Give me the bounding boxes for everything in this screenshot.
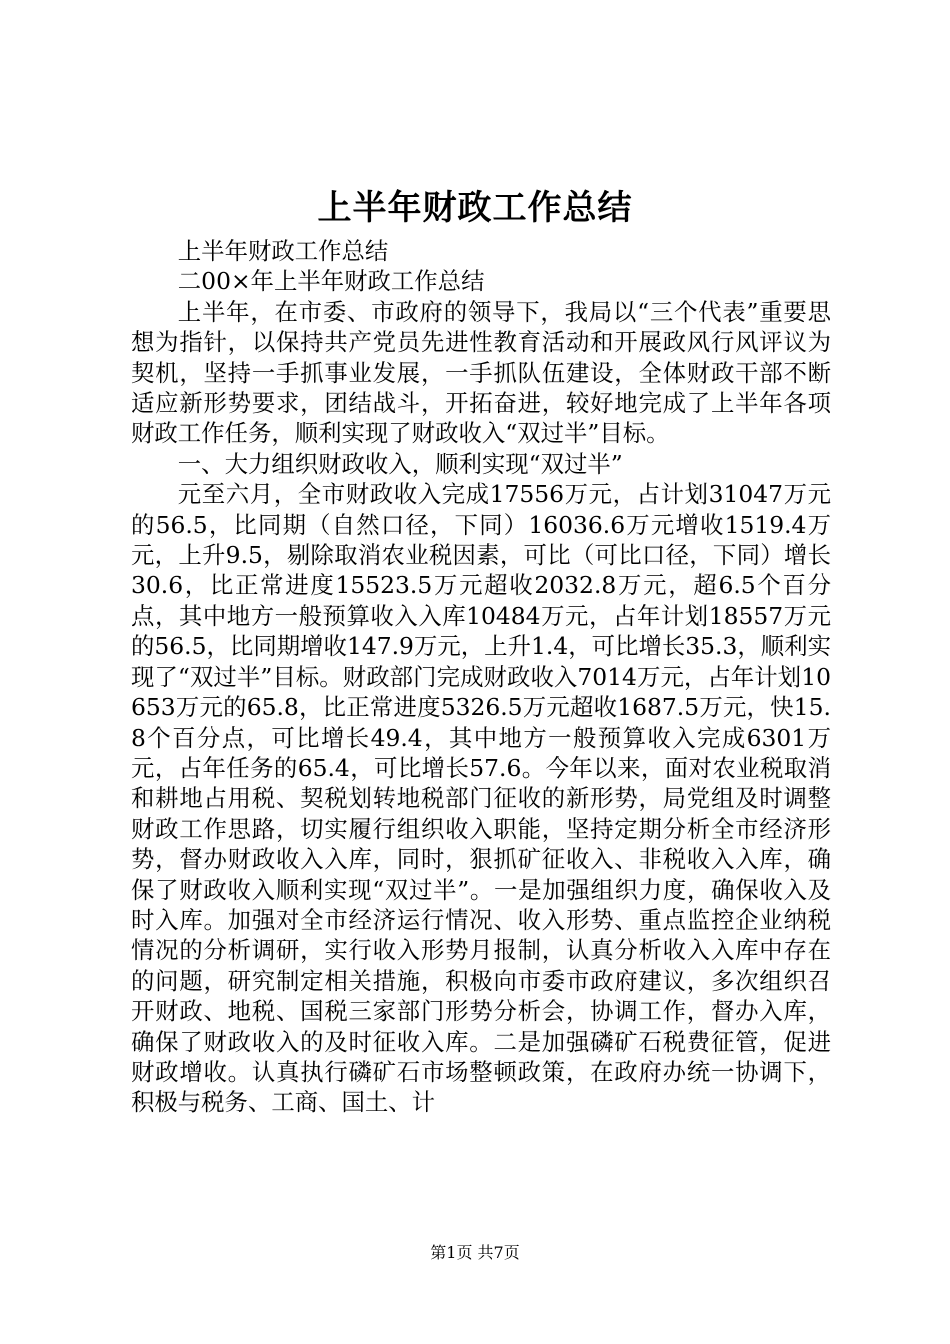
paragraph-heading-repeat: 上半年财政工作总结 (177, 237, 389, 265)
page-number-footer: 第1页 共7页 (430, 1243, 520, 1262)
paragraph-subtitle: 二00×年上半年财政工作总结 (177, 267, 485, 296)
document-title: 上半年财政工作总结 (317, 188, 633, 228)
paragraph-intro: 上半年，在市委、市政府的领导下，我局以“三个代表”重要思想为指针，以保持共产党员先进性教育活动和开展政风行风评议为契机，坚持一手抓事业发展，一手抓队伍建设，全体财政干部不断适应新形势要求，团结战斗，开拓奋进，较好地完成了上半年各项财政工作任务，顺利实现了财政收入“双过半”目标。 (131, 297, 831, 448)
document-body (131, 236, 831, 1118)
section-heading-1: 一、大力组织财政收入，顺利实现“双过半” (177, 449, 623, 478)
paragraph-revenue-details: 元至六月，全市财政收入完成17556万元，占计划31047万元的56.5，比同期（自然口径，下同）16036.6万元增收1519.4万元，上升9.5，剔除取消农业税因素，可比（可比口径，下同）增长30.6，比正常进度15523.5万元超收2032.8万元，超6.5个百分点，其中地方一般预算收入入库10484万元，占年计划18557万元的56.5，比同期增收147.9万元，上升1.4，可比增长35.3，顺利实现了“双过半”目标。财政部门完成财政收入7014万元，占年计划10653万元的65.8，比正常进度5326.5万元超收1687.5万元，快15.8个百分点，可比增长49.4，其中地方一般预算收入完成6301万元，占年任务的65.4，可比增长57.6。今年以来，面对农业税取消和耕地占用税、契税划转地税部门征收的新形势，局党组及时调整财政工作思路，切实履行组织收入职能，坚持定期分析全市经济形势，督办财政收入入库，同时，狠抓矿征收入、非税收入入库，确保了财政收入顺利实现“双过半”。一是加强组织力度，确保收入及时入库。加强对全市经济运行情况、收入形势、重点监控企业纳税情况的分析调研，实行收入形势月报制，认真分析收入入库中存在的问题，研究制定相关措施，积极向市委市政府建议，多次组织召开财政、地税、国税三家部门形势分析会，协调工作，督办入库，确保了财政收入的及时征收入库。二是加强磷矿石税费征管，促进财政增收。认真执行磷矿石市场整顿政策，在政府办统一协调下，积极与税务、工商、国土、计 (131, 480, 831, 1117)
